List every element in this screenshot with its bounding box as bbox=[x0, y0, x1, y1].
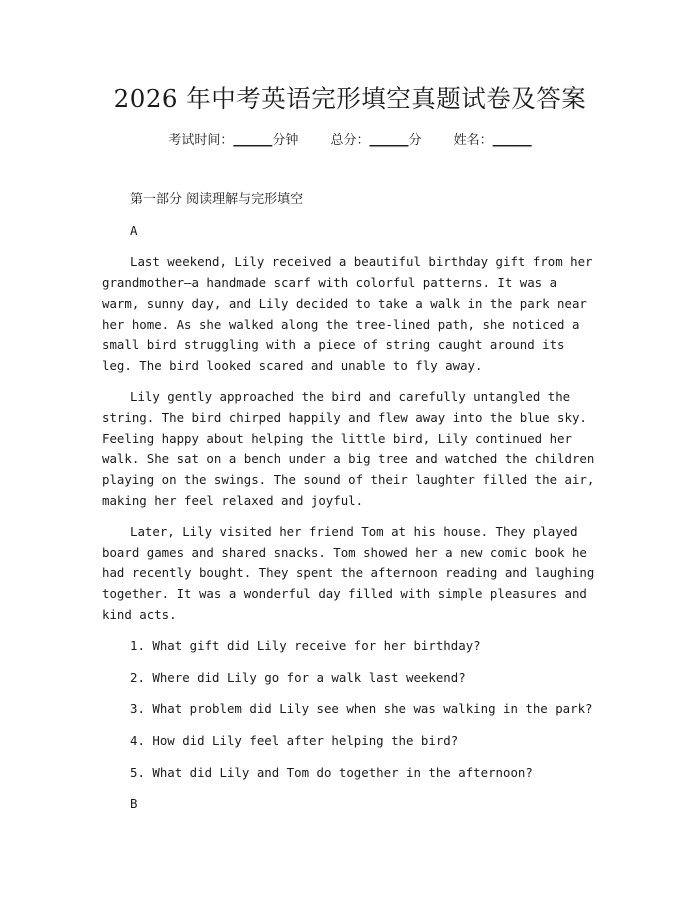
question-5: 5. What did Lily and Tom do together in the afternoon? bbox=[130, 764, 533, 780]
exam-time-field bbox=[168, 131, 298, 151]
total-score-blank: ______ bbox=[369, 133, 409, 148]
exam-time-label: 考试时间： bbox=[168, 133, 234, 148]
question-1: 1. What gift did Lily receive for her birthday? bbox=[130, 637, 481, 653]
passage-a-label: A bbox=[130, 223, 138, 239]
page-title: 2026 年中考英语完形填空真题试卷及答案 bbox=[113, 84, 587, 113]
passage-a-paragraph-3: Later, Lily visited her friend Tom at his house. They played board games and shared snacks. Tom showed her a new comic book he had recently bought. They spent the afternoon reading and laughing together. It was a wonderful day filled with simple pleasures and kind acts. bbox=[102, 523, 595, 622]
section-heading: 第一部分 阅读理解与完形填空 bbox=[130, 192, 304, 207]
student-name-blank: ______ bbox=[492, 133, 532, 148]
question-3: 3. What problem did Lily see when she was walking in the park? bbox=[130, 701, 593, 717]
exam-time-unit: 分钟 bbox=[272, 133, 299, 148]
student-name-label: 姓名： bbox=[453, 133, 493, 148]
passage-a-paragraph-2: Lily gently approached the bird and carefully untangled the string. The bird chirped happily and flew away into the blue sky. Feeling happy about helping the little bird, Lily continued her walk. She sat on a bench under a big tree and watched the children playing on the swings. The sound of their laughter filled the air, making her feel relaxed and joyful. bbox=[102, 389, 595, 508]
question-2: 2. Where did Lily go for a walk last weekend? bbox=[130, 669, 466, 685]
exam-time-blank: ______ bbox=[233, 133, 273, 148]
total-score-unit: 分 bbox=[408, 133, 422, 148]
total-score-field bbox=[330, 131, 421, 151]
student-name-field bbox=[454, 131, 532, 151]
total-score-label: 总分： bbox=[330, 133, 370, 148]
exam-info-line bbox=[0, 131, 700, 151]
passage-b-label: B bbox=[130, 796, 138, 812]
document-body bbox=[102, 190, 598, 826]
question-4: 4. How did Lily feel after helping the bird? bbox=[130, 732, 459, 748]
passage-a-paragraph-1: Last weekend, Lily received a beautiful birthday gift from her grandmother—a handmade scarf with colorful patterns. It was a warm, sunny day, and Lily decided to take a walk in the park near her home. As she walked along the tree-lined path, she noticed a small bird struggling with a piece of string caught around its leg. The bird looked scared and unable to fly away. bbox=[102, 254, 593, 373]
